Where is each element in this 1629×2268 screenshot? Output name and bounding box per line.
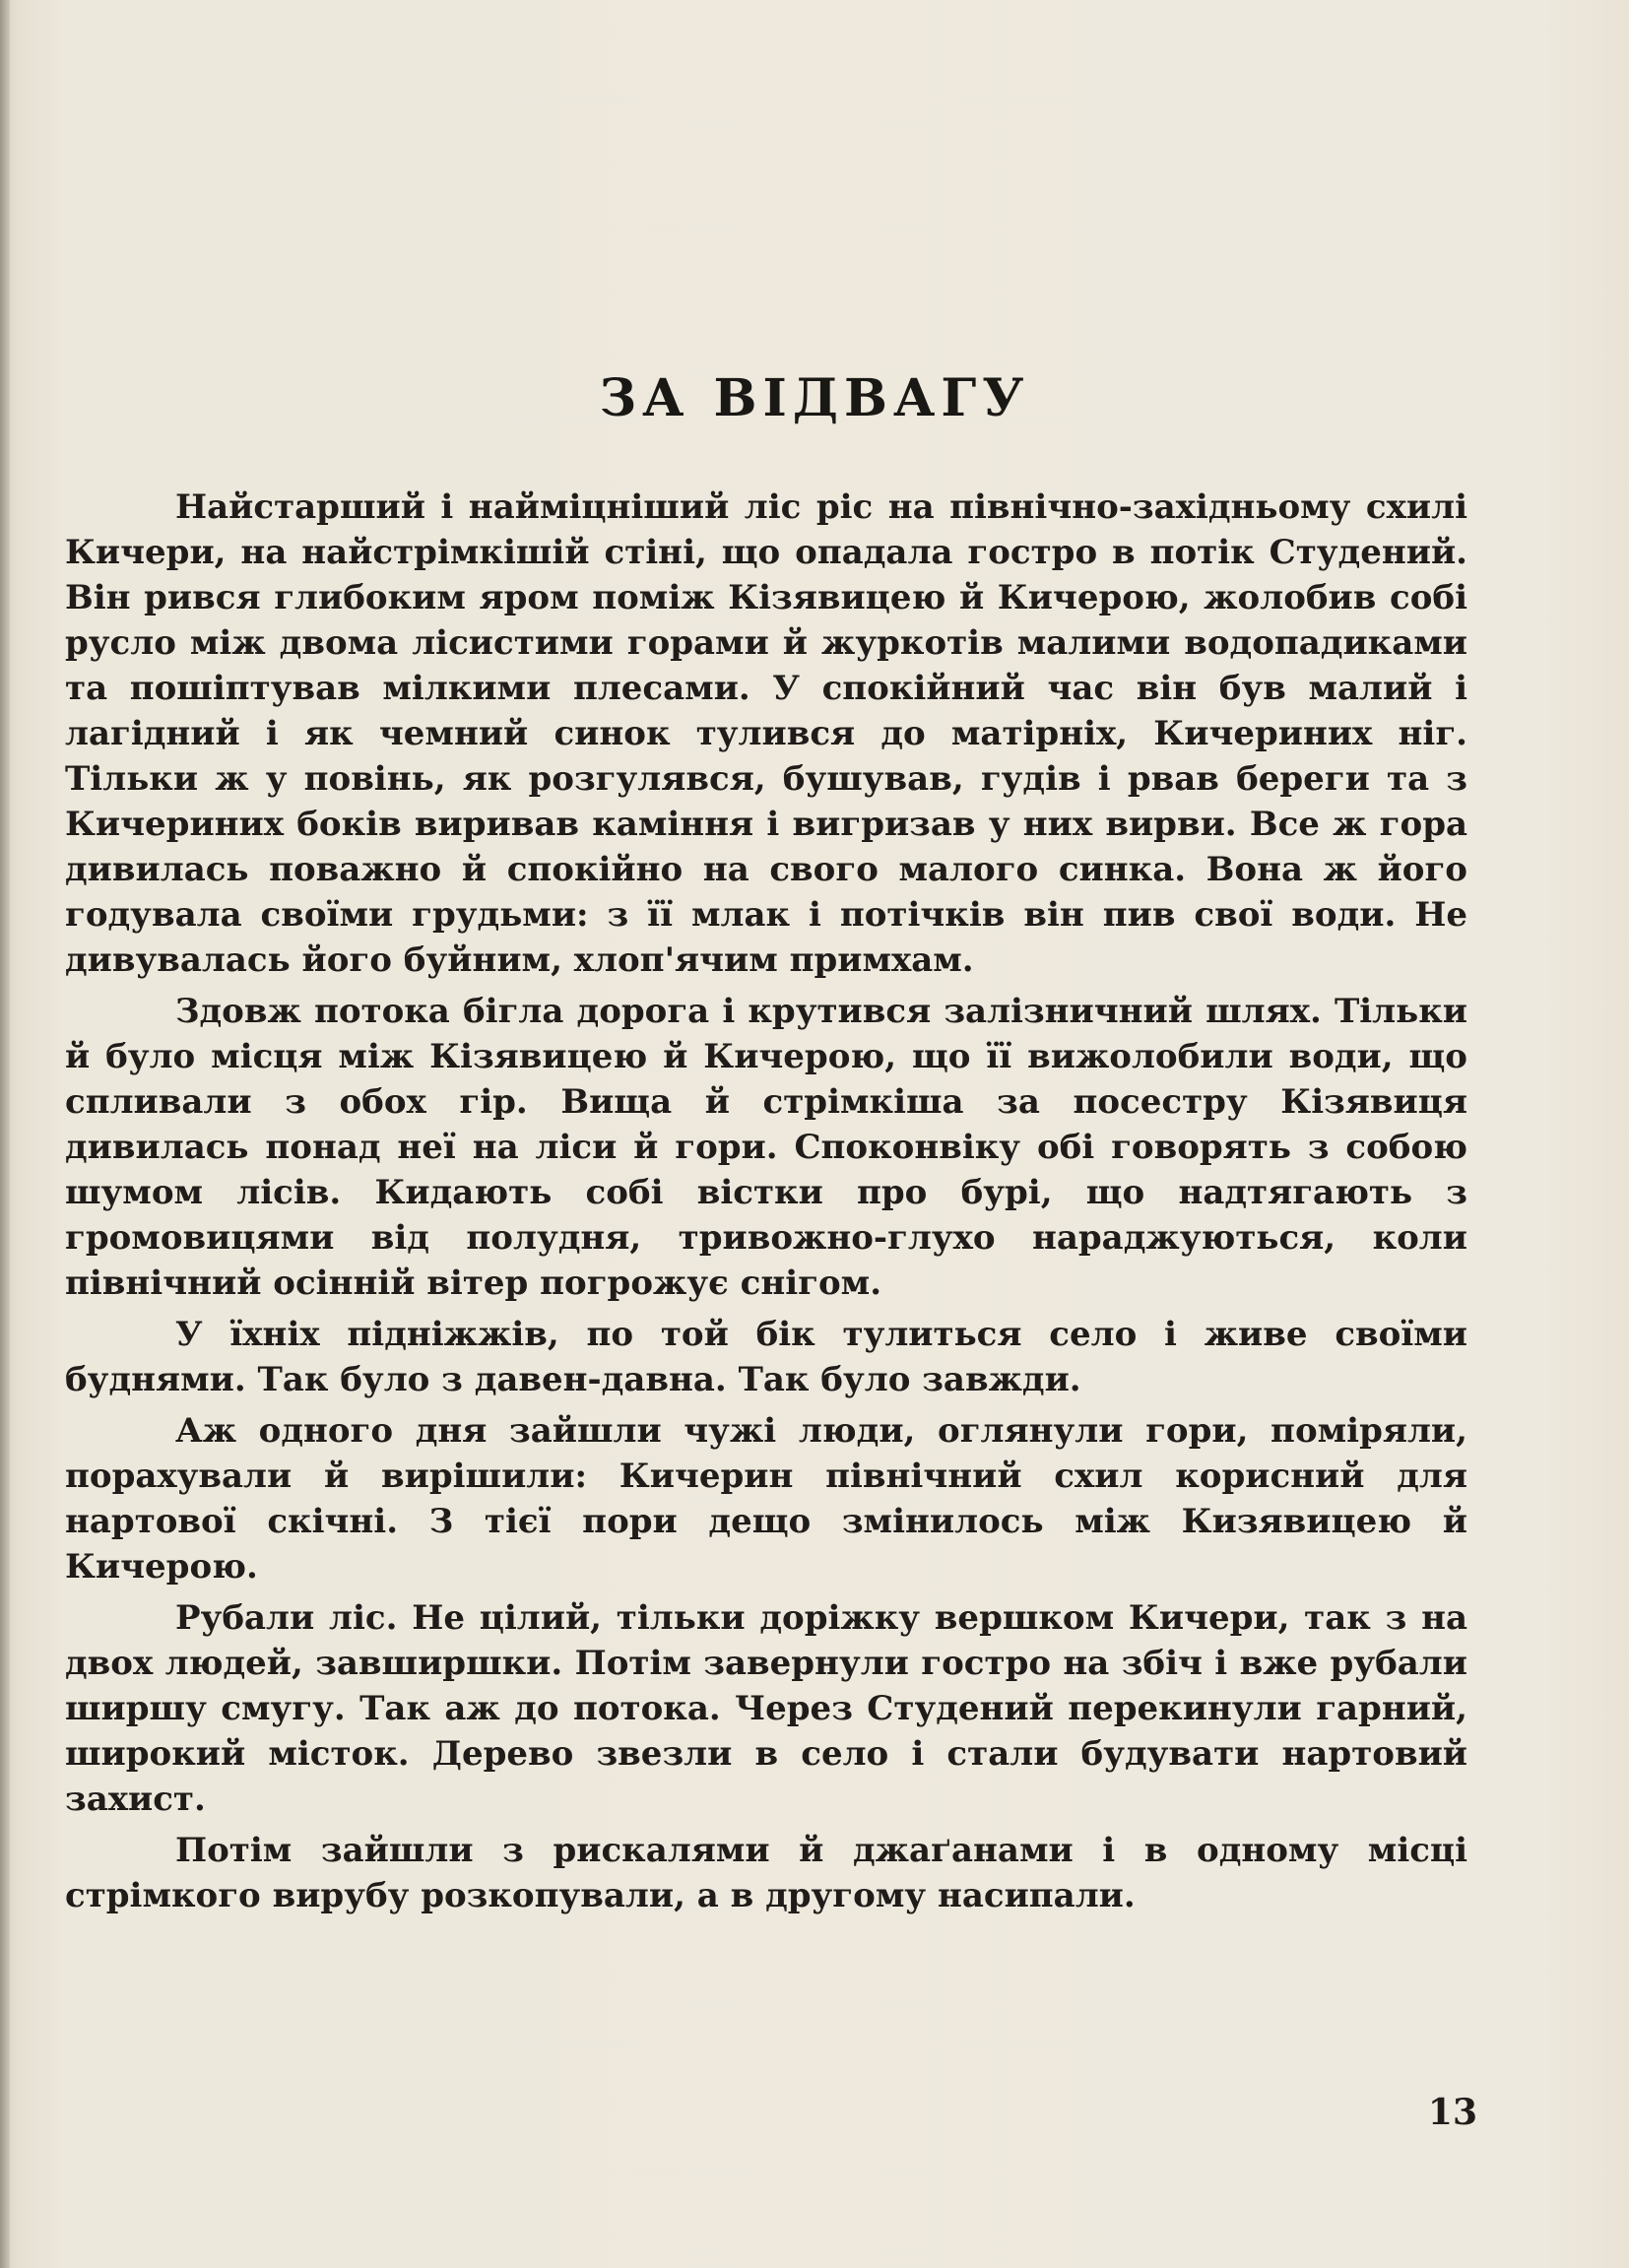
page-binding-edge	[0, 0, 10, 2268]
body-text	[65, 485, 1467, 1924]
paragraph: Потім зайшли з рискалями й джаґанами і в одному місці стрімкого вирубу розкопували, а в другому насипали.	[65, 1831, 1467, 1915]
page-number: 13	[1427, 2092, 1477, 2133]
paragraph: Здовж потока бігла дорога і крутився залізничний шлях. Тільки й було місця між Кізявицею й Кичерою, що її вижолобили води, що спливали з обох гір. Вища й стрімкіша за посестру Кізявиця дивилась понад неї на ліси й гори. Споконвіку обі говорять з собою шумом лісів. Кидають собі вістки про бурі, що надтягають з громовицями від полудня, тривожно-глухо нараджуються, коли північний осінній вітер погрожує снігом.	[65, 992, 1467, 1303]
paragraph: Рубали ліс. Не цілий, тільки доріжку вершком Кичери, так з на двох людей, завширшки. Потім завернули гостро на збіч і вже рубали ширшу смугу. Так аж до потока. Через Студений перекинули гарний, широкий місток. Дерево звезли в село і стали будувати нартовий захист.	[65, 1598, 1467, 1819]
chapter-title: ЗА ВІДВАГУ	[599, 368, 1030, 428]
paragraph: Аж одного дня зайшли чужі люди, оглянули гори, поміряли, порахували й вирішили: Кичерин північний схил корисний для нартової скічні. З тієї пори дещо змінилось між Кизявицею й Кичерою.	[65, 1411, 1467, 1587]
paragraph: У їхніх підніжжів, по той бік тулиться село і живе своїми буднями. Так було з давен-давна. Так було завжди.	[65, 1315, 1467, 1399]
paragraph: Найстарший і наймiцнiший ліс ріс на північно-західньому схилі Кичери, на найстрімкішій стіні, що опадала гостро в потік Студений. Він рився глибоким яром поміж Кізявицею й Кичерою, жолобив собі русло між двома лісистими горами й журкотів малими водопадиками та пошiптував мілкими плесами. У спокійний час він був малий і лагідний і як чемний синок тулився до матірніх, Кичериних ніг. Тільки ж у повінь, як розгулявся, бушував, гудів і рвав береги та з Кичериних боків виривав каміння і вигризав у них вирви. Все ж гора дивилась поважно й спокійно на свого малого синка. Вона ж його годувала своїми грудьми: з її млак і потічків він пив свої води. Не дивувалась його буйним, хлоп'ячим примхам.	[65, 487, 1467, 980]
